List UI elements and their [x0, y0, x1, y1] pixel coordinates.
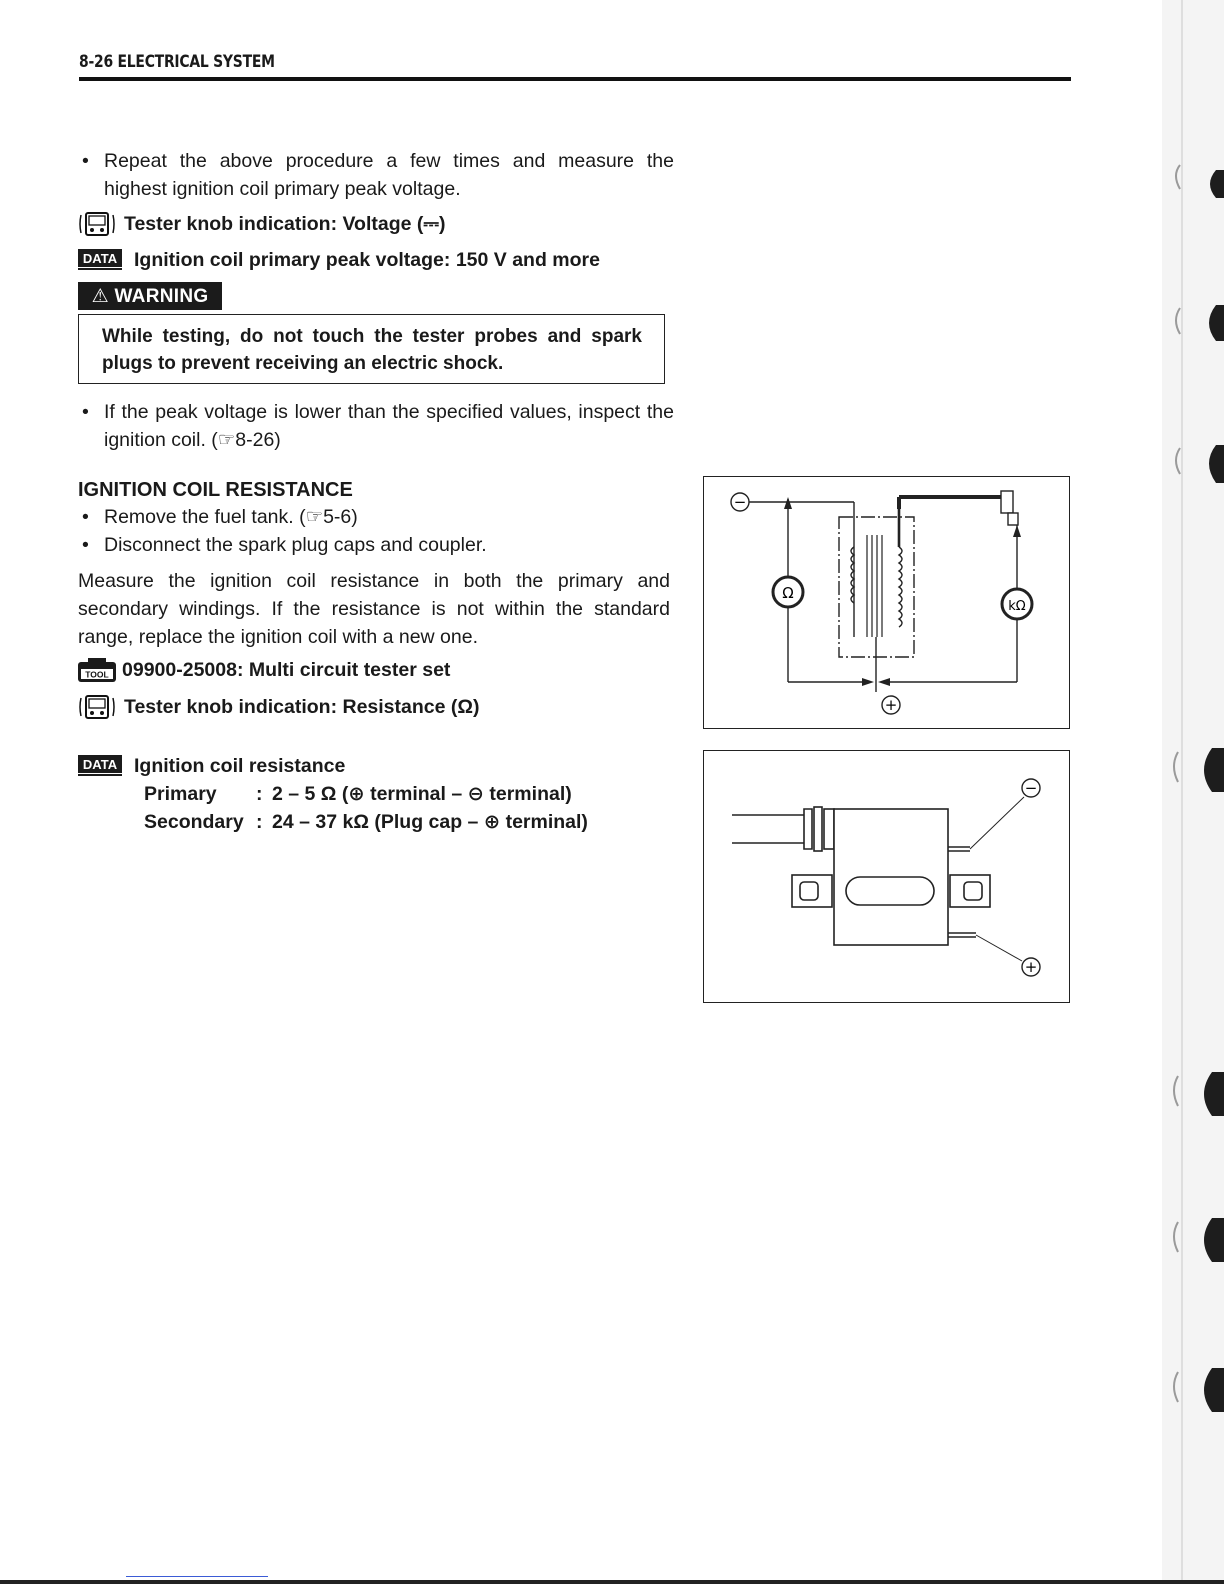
- circuit-diagram: [704, 477, 1069, 728]
- svg-text:TOOL: TOOL: [85, 669, 109, 680]
- spec-row-secondary: [144, 810, 588, 834]
- tester-icon: [78, 694, 116, 720]
- warning-label: ⚠ WARNING: [78, 282, 222, 310]
- coil-drawing: [704, 751, 1069, 1002]
- footer-rule: [0, 1580, 1224, 1584]
- bullet-remove-tank-text: Remove the fuel tank. (☞5-6): [104, 506, 358, 528]
- data-icon: [78, 755, 122, 777]
- data-resistance-title: Ignition coil resistance: [134, 754, 346, 777]
- tool-line: [78, 656, 450, 684]
- bullet-remove-tank: • Remove the fuel tank. (☞5-6): [82, 503, 674, 531]
- spec-label: Primary: [144, 783, 217, 805]
- section-title: IGNITION COIL RESISTANCE: [78, 479, 353, 501]
- bullet-disconnect: • Disconnect the spark plug caps and coupler.: [82, 531, 674, 559]
- bullet-repeat-text: Repeat the above procedure a few times and measure the highest ignition coil primary peak voltage.: [104, 150, 674, 200]
- minus-terminal-label: −: [733, 493, 747, 511]
- data-icon: [78, 249, 122, 271]
- data-peak-line: [78, 246, 600, 274]
- warning-text: While testing, do not touch the tester probes and spark plugs to prevent receiving an electric shock.: [102, 326, 642, 374]
- page-header: [79, 52, 1071, 72]
- tester-icon: [78, 211, 116, 237]
- tool-icon: [78, 658, 116, 682]
- page-edge-decoration: [1154, 0, 1224, 1584]
- spec-label: Secondary: [144, 811, 244, 833]
- spec-row-primary: [144, 782, 572, 806]
- coil-plus-label: +: [1024, 958, 1038, 976]
- figure-coil: [703, 750, 1070, 1003]
- tool-text: 09900-25008: Multi circuit tester set: [122, 658, 451, 681]
- spec-value: 2 – 5 Ω (⊕ terminal – ⊖ terminal): [272, 783, 572, 805]
- footer-link-line: [126, 1576, 268, 1577]
- spec-sep: :: [256, 783, 263, 805]
- kohm-meter-label: kΩ: [1008, 599, 1026, 614]
- header-rule: [79, 77, 1071, 81]
- bullet-inspect: • If the peak voltage is lower than the specified values, inspect the ignition coil. (☞8-26): [82, 398, 674, 454]
- page-label: 8-26 ELECTRICAL SYSTEM: [79, 52, 275, 72]
- plug-cap-icon: [1001, 491, 1013, 513]
- tester-voltage-text: Tester knob indication: Voltage (⎓): [124, 212, 446, 235]
- svg-text:DATA: DATA: [82, 757, 118, 772]
- data-resistance-line: [78, 752, 345, 780]
- svg-text:DATA: DATA: [82, 251, 118, 266]
- bullet-inspect-text: If the peak voltage is lower than the specified values, inspect the ignition coil. (☞8-26): [104, 401, 674, 451]
- bullet-disconnect-text: Disconnect the spark plug caps and coupler.: [104, 534, 487, 556]
- section-paragraph: Measure the ignition coil resistance in both the primary and secondary windings. If the resistance is not within the standard range, replace the ignition coil with a new one.: [78, 570, 670, 648]
- plus-terminal-label: +: [884, 696, 898, 714]
- ohm-meter-label: Ω: [782, 584, 794, 602]
- spec-sep: :: [256, 811, 263, 833]
- coil-minus-label: −: [1024, 779, 1038, 797]
- data-peak-text: Ignition coil primary peak voltage: 150 V and more: [134, 248, 600, 271]
- figure-circuit: [703, 476, 1070, 729]
- bullet-repeat: • Repeat the above procedure a few times and measure the highest ignition coil primary peak voltage.: [82, 147, 674, 203]
- tester-voltage-line: [78, 209, 445, 239]
- tester-resistance-text: Tester knob indication: Resistance (Ω): [124, 695, 480, 718]
- warning-box: [78, 314, 665, 384]
- tester-resistance-line: [78, 692, 480, 722]
- spec-value: 24 – 37 kΩ (Plug cap – ⊕ terminal): [272, 811, 588, 833]
